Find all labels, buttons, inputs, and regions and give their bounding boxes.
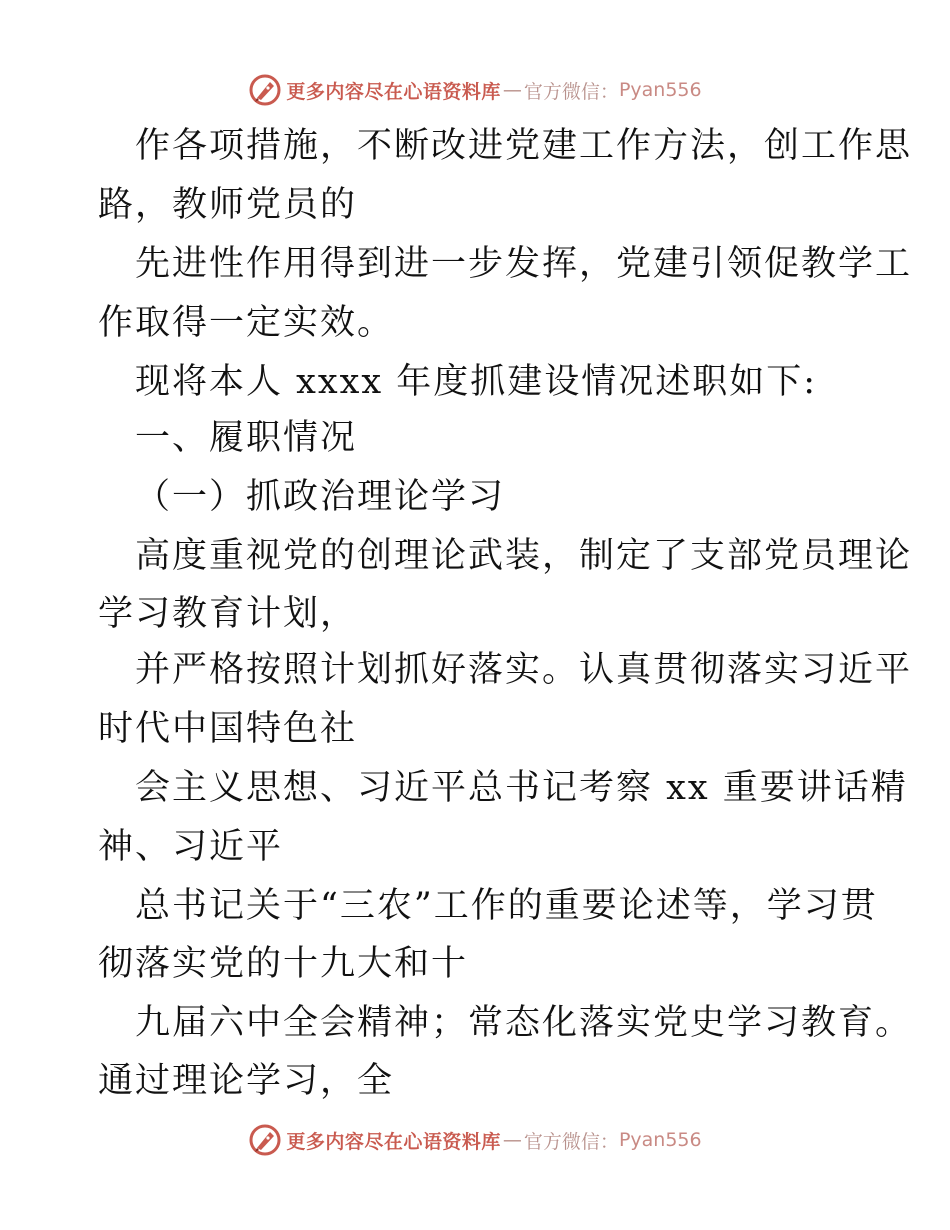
paragraph-line: 学习教育计划，: [98, 594, 358, 634]
watermark-official-label: 官方微信：: [523, 1130, 619, 1153]
section-heading: 一、履职情况: [135, 418, 358, 458]
watermark-dash: —: [502, 1129, 522, 1151]
paragraph-line: 路，教师党员的: [98, 185, 358, 225]
watermark-official-label: 官方微信：: [523, 80, 619, 103]
watermark-brand: 更多内容尽在心语资料库: [286, 1130, 501, 1153]
watermark-brand: 更多内容尽在心语资料库: [286, 80, 501, 103]
watermark-account: Pyan556: [618, 1129, 702, 1151]
header-watermark: [0, 70, 950, 110]
paragraph-line: 先进性作用得到进一步发挥，党建引领促教学工: [135, 244, 913, 284]
subsection-heading: （一）抓政治理论学习: [135, 477, 506, 517]
paragraph-line: 彻落实党的十九大和十: [98, 944, 469, 984]
pen-nib-logo-icon: [248, 73, 282, 107]
paragraph-line: 九届六中全会精神；常态化落实党史学习教育。: [135, 1003, 913, 1043]
watermark-dash: —: [502, 79, 522, 101]
paragraph-line: 高度重视党的创理论武装，制定了支部党员理论: [135, 536, 913, 576]
paragraph-line: 会主义思想、习近平总书记考察 xx 重要讲话精: [135, 768, 908, 808]
paragraph-line: 时代中国特色社: [98, 709, 358, 749]
paragraph-line: 作取得一定实效。: [98, 303, 395, 343]
pen-nib-logo-icon: [248, 1123, 282, 1157]
paragraph-line: 通过理论学习，全: [98, 1061, 395, 1101]
paragraph-line: 总书记关于“三农”工作的重要论述等，学习贯: [135, 886, 878, 926]
paragraph-line: 作各项措施，不断改进党建工作方法，创工作思: [135, 126, 913, 166]
footer-watermark: [0, 1120, 950, 1160]
paragraph-line: 神、习近平: [98, 827, 284, 867]
watermark-account: Pyan556: [618, 79, 702, 101]
paragraph-line: 现将本人 xxxx 年度抓建设情况述职如下:: [135, 362, 817, 402]
paragraph-line: 并严格按照计划抓好落实。认真贯彻落实习近平: [135, 650, 913, 690]
